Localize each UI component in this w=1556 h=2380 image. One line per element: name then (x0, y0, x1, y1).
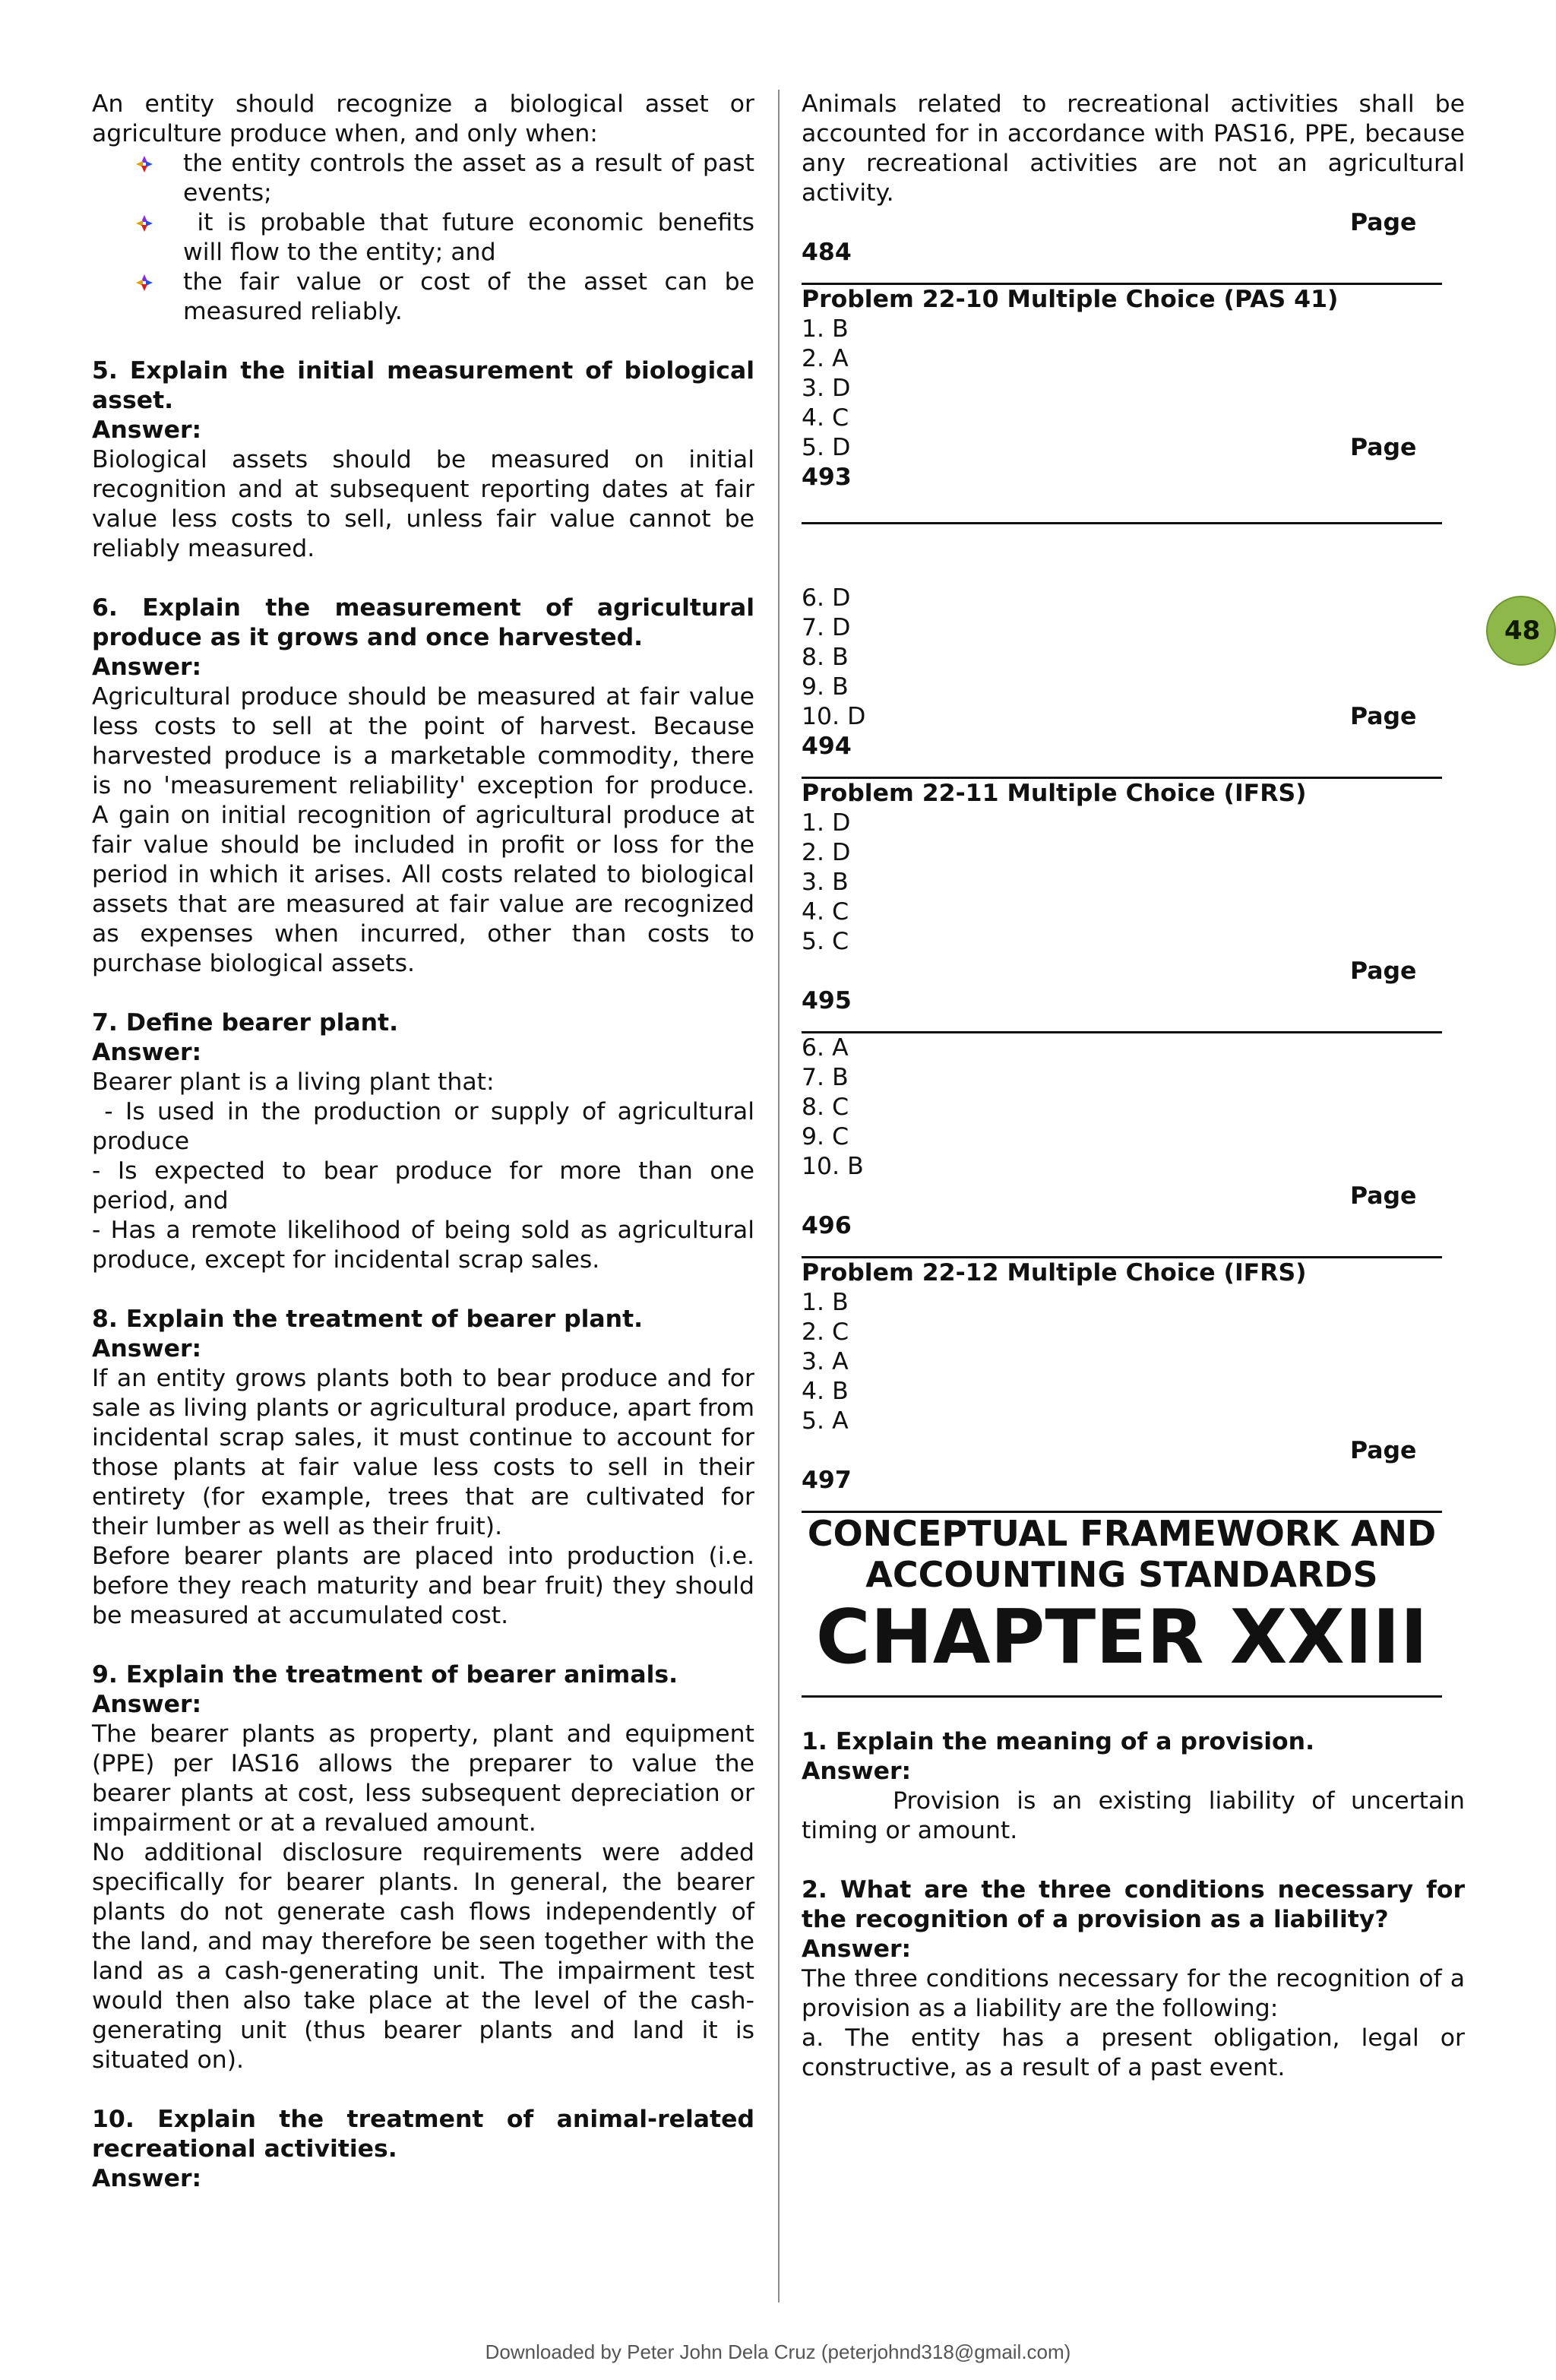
page-number: 484 (802, 239, 852, 266)
question-10: 10. Explain the treatment of animal-related recreational activities. (92, 2106, 754, 2163)
answer-7-line: Bearer plant is a living plant that: (92, 1068, 495, 1096)
answer-item: 1. B (802, 1289, 849, 1316)
page-label: Page (1350, 1182, 1417, 1210)
list-item: it is probable that future economic benefits will flow to the entity; and (183, 208, 754, 267)
answer-item: 7. B (802, 1064, 849, 1091)
right-column (802, 90, 1465, 2083)
answer-item: 10. B (802, 1153, 864, 1180)
answer-item: 5. A (802, 1407, 849, 1435)
chapter-heading (802, 1513, 1442, 1680)
answer-label: Answer: (92, 1691, 202, 1718)
column-divider (778, 90, 780, 2302)
arrow-bullet-icon (136, 215, 153, 232)
recognition-criteria-list (92, 149, 763, 327)
list-item: the fair value or cost of the asset can be measured reliably. (183, 267, 754, 327)
answer-item: 1. D (802, 809, 851, 837)
answer-item: 2. C (802, 1318, 849, 1346)
page-label: Page (1350, 1437, 1417, 1464)
answer-item: 2. D (802, 839, 851, 866)
page-label: Page (1350, 209, 1417, 236)
answer-7-line: - Is used in the production or supply of agricultural produce (92, 1098, 763, 1155)
arrow-bullet-icon (136, 156, 153, 172)
list-item: the entity controls the asset as a result of past events; (183, 149, 754, 208)
answer-item: 2. A (802, 345, 849, 372)
answer-label: Answer: (92, 654, 202, 681)
intro-text: An entity should recognize a biological asset or agriculture produce when, and only when: (92, 90, 754, 147)
page-label: Page (1350, 957, 1417, 985)
answer-item: 5. C (802, 928, 849, 955)
recreational-answer: Animals related to recreational activities shall be accounted for in accordance with PAS16, PPE, because any recreational activities are not an agricultural activity. (802, 90, 1465, 207)
answer-item: 1. B (802, 315, 849, 343)
question-8: 8. Explain the treatment of bearer plant. (92, 1306, 644, 1333)
answer-item: 9. C (802, 1123, 849, 1150)
answer-label: Answer: (92, 2165, 202, 2192)
answer-8-paragraph: Before bearer plants are placed into production (i.e. before they reach maturity and bear fruit) they should be measured at accumulated cost. (92, 1543, 754, 1629)
page-number: 493 (802, 464, 852, 491)
question-9: 9. Explain the treatment of bearer animals. (92, 1661, 678, 1688)
page-label: Page (1350, 703, 1417, 730)
answer-item: 3. D (802, 375, 851, 402)
chapter-question-2: 2. What are the three conditions necessary for the recognition of a provision as a liability? (802, 1876, 1465, 1933)
question-7: 7. Define bearer plant. (92, 1009, 399, 1037)
answer-label: Answer: (802, 1758, 912, 1785)
page-number: 494 (802, 733, 852, 760)
answer-6: Agricultural produce should be measured at fair value less costs to sell at the point of harvest. Because harvested produce is a marketable commodity, there is no 'measurement reliability' exception for produce. A gain on initial recognition of agricultural produce at fair value should be included in profit or loss for the period in which it arises. All costs related to biological assets that are measured at fair value are recognized as expenses when incurred, other than costs to purchase biological assets. (92, 683, 754, 977)
answer-label: Answer: (92, 416, 202, 444)
chapter-answer-1: Provision is an existing liability of uncertain timing or amount. (802, 1787, 1465, 1844)
answer-item: 8. B (802, 644, 849, 671)
answer-9-paragraph: The bearer plants as property, plant and equipment (PPE) per IAS16 allows the preparer to value the bearer plants at cost, less subsequent depreciation or impairment or at a revalued amount. (92, 1720, 754, 1837)
page-number: 497 (802, 1467, 852, 1494)
answer-8-paragraph: If an entity grows plants both to bear produce and for sale as living plants or agricultural produce, apart from incidental scrap sales, it must continue to account for those plants at fair value less costs to sell in their entirety (for example, trees that are cultivated for their lumber as well as their fruit). (92, 1365, 754, 1540)
page-number: 496 (802, 1212, 852, 1239)
answer-5: Biological assets should be measured on initial recognition and at subsequent reporting dates at fair value less costs to sell, unless fair value cannot be reliably measured. (92, 446, 754, 562)
chapter-answer-2a: a. The entity has a present obligation, legal or constructive, as a result of a past event. (802, 2024, 1465, 2081)
problem-22-11-title: Problem 22-11 Multiple Choice (IFRS) (802, 780, 1307, 807)
question-5: 5. Explain the initial measurement of biological asset. (92, 357, 754, 414)
answer-label: Answer: (92, 1039, 202, 1066)
answer-item: 7. D (802, 614, 851, 641)
answer-item: 6. D (802, 584, 851, 612)
answer-7-line: - Is expected to bear produce for more than one period, and (92, 1157, 754, 1214)
chapter-subtitle: CONCEPTUAL FRAMEWORK AND (807, 1513, 1437, 1554)
answer-item: 4. B (802, 1378, 849, 1405)
page-label: Page (1350, 434, 1417, 461)
chapter-answer-2: The three conditions necessary for the recognition of a provision as a liability are the following: (802, 1965, 1465, 2022)
answer-item: 10. D (802, 703, 866, 730)
page-number: 495 (802, 987, 852, 1014)
answer-item: 8. C (802, 1093, 849, 1121)
answer-item: 4. C (802, 898, 849, 926)
answer-7-line: - Has a remote likelihood of being sold as agricultural produce, except for incidental scrap sales. (92, 1217, 754, 1274)
answer-9-paragraph: No additional disclosure requirements were added specifically for bearer plants. In general, the bearer plants do not generate cash flows independently of the land, and may therefore be seen together with the land as a cash-generating unit. The impairment test would then also take place at the level of the cash-generating unit (thus bearer plants and land it is situated on). (92, 1839, 754, 2074)
chapter-question-1: 1. Explain the meaning of a provision. (802, 1728, 1315, 1755)
left-column (92, 90, 763, 2194)
answer-label: Answer: (802, 1935, 912, 1963)
page-number-badge (1486, 596, 1556, 666)
badge-number: 48 (1504, 616, 1541, 646)
problem-22-12-title: Problem 22-12 Multiple Choice (IFRS) (802, 1259, 1307, 1287)
answer-item: 6. A (802, 1034, 849, 1062)
chapter-subtitle: ACCOUNTING STANDARDS (865, 1554, 1378, 1595)
problem-22-10-title: Problem 22-10 Multiple Choice (PAS 41) (802, 286, 1339, 313)
answer-item: 5. D (802, 434, 851, 461)
answer-item: 3. B (802, 869, 849, 896)
answer-item: 9. B (802, 673, 849, 701)
question-6: 6. Explain the measurement of agricultural produce as it grows and once harvested. (92, 594, 754, 651)
answer-label: Answer: (92, 1335, 202, 1362)
download-footer: Downloaded by Peter John Dela Cruz (peterjohnd318@gmail.com) (485, 2340, 1071, 2363)
answer-item: 4. C (802, 404, 849, 432)
chapter-title: CHAPTER XXIII (815, 1594, 1428, 1681)
arrow-bullet-icon (136, 274, 153, 291)
answer-item: 3. A (802, 1348, 849, 1375)
